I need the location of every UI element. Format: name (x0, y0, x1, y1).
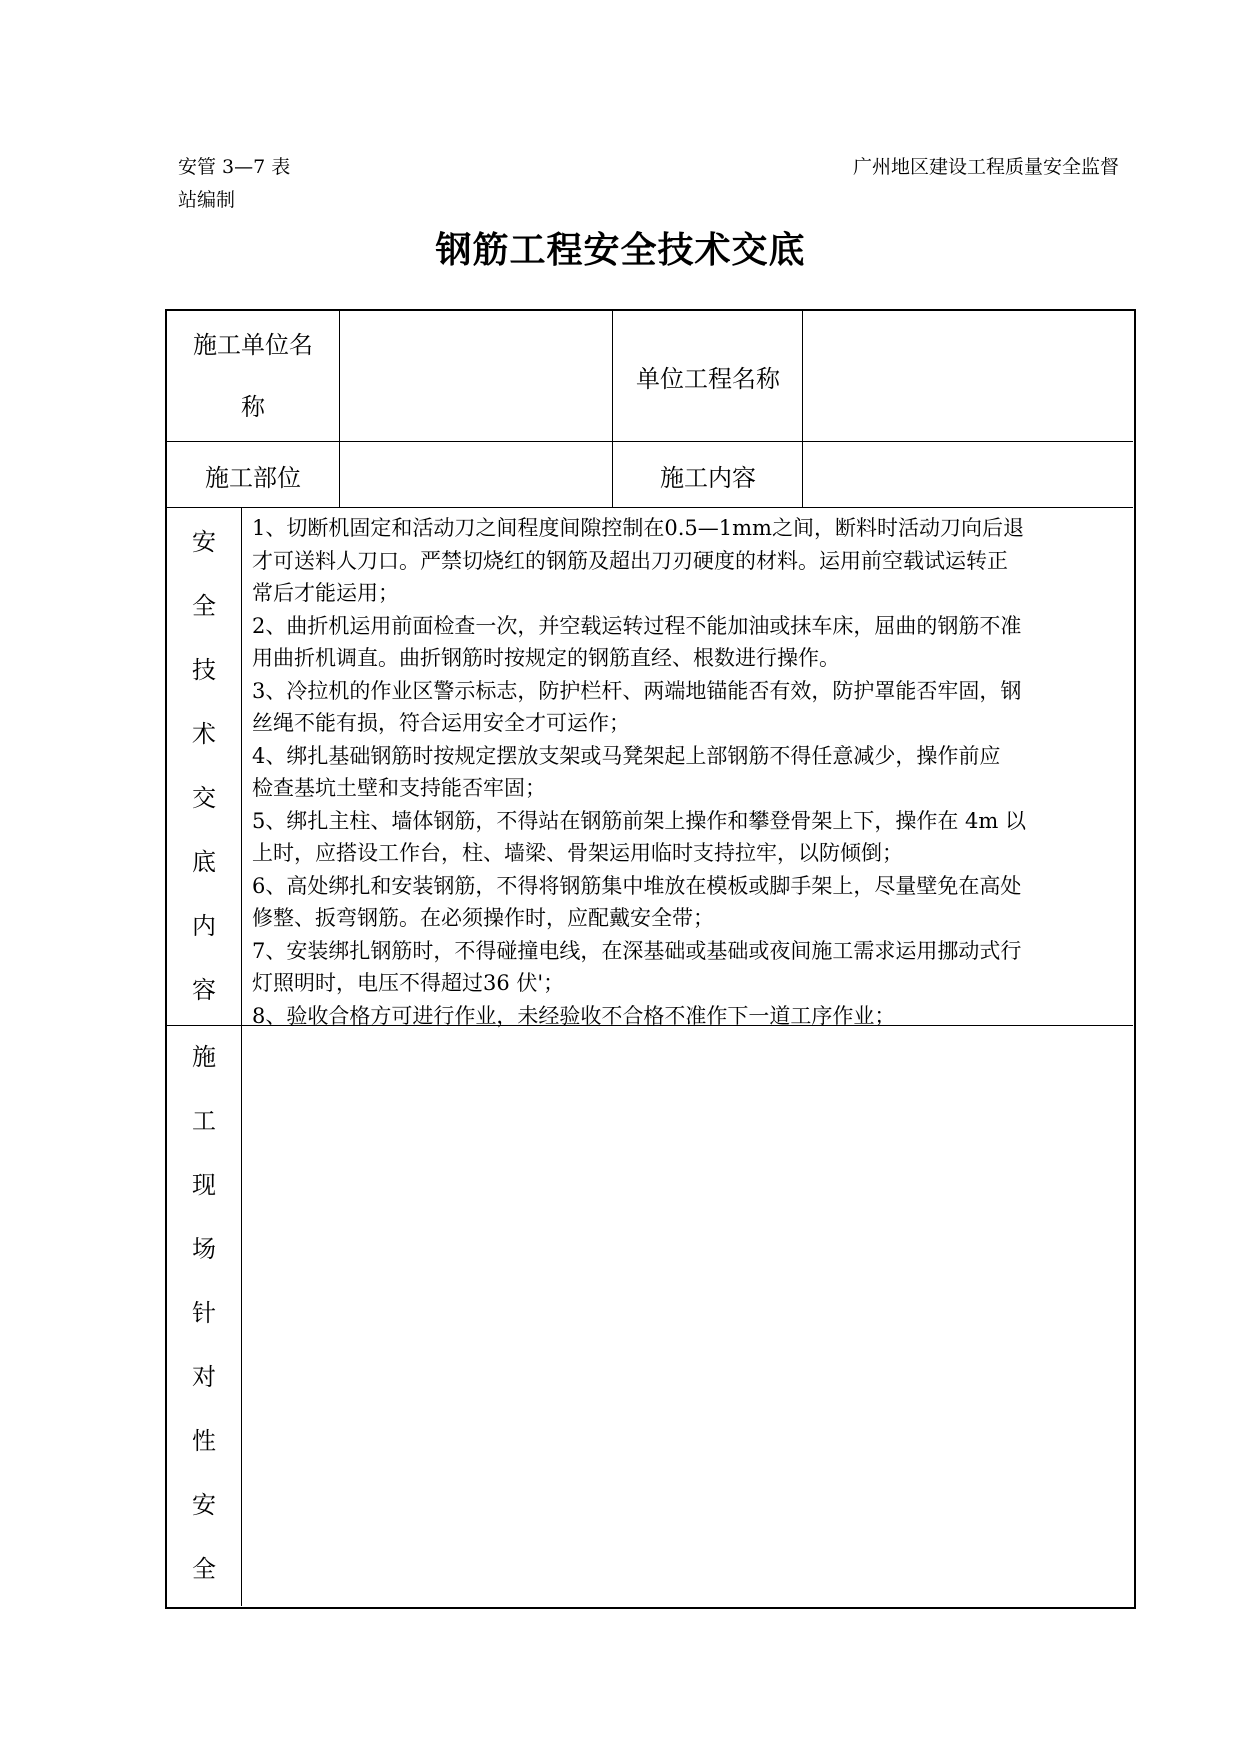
label-char: 对 (192, 1363, 216, 1391)
safety-content (252, 512, 1132, 1032)
content-line: 8、验收合格方可进行作业，未经验收不合格不准作下一道工序作业； (252, 1003, 896, 1028)
label-char: 场 (192, 1235, 216, 1263)
label-char: 技 (192, 656, 216, 684)
label-char: 内 (192, 912, 216, 940)
content-line: 修整、扳弯钢筋。在必须操作时，应配戴安全带； (252, 906, 714, 930)
site-content-field[interactable] (244, 1027, 1131, 1604)
project-name-field[interactable] (804, 311, 1131, 441)
location-label: 施工部位 (205, 463, 301, 492)
label-char: 安 (192, 528, 216, 556)
col-divider-3 (802, 310, 803, 507)
label-char: 术 (192, 720, 216, 748)
row-divider-1 (166, 441, 1133, 442)
content-line: 3、冷拉机的作业区警示标志，防护栏杆、两端地锚能否有效，防护罩能否牢固，钢 (252, 678, 1022, 703)
content-line: 检查基坑土壁和支持能否牢固； (252, 776, 546, 800)
label-char: 针 (192, 1299, 216, 1327)
content-line: 7、安装绑扎钢筋时，不得碰撞电线，在深基础或基础或夜间施工需求运用挪动式行 (252, 938, 1022, 963)
label-char: 全 (192, 592, 216, 620)
unit-name-label-line1: 施工单位名 (193, 331, 313, 359)
row-divider-2 (166, 507, 1133, 508)
col-divider-1 (339, 310, 340, 507)
label-char: 性 (192, 1427, 216, 1455)
content-line: 4、绑扎基础钢筋时按规定摆放支架或马凳架起上部钢筋不得任意减少，操作前应 (252, 743, 1001, 768)
content-line: 丝绳不能有损，符合运用安全才可运作； (252, 711, 630, 735)
site-section-label (167, 1025, 241, 1601)
unit-name-label-line2: 称 (241, 393, 265, 421)
label-col-divider (241, 507, 242, 1606)
content-line: 常后才能运用； (252, 581, 399, 605)
content-line: 上时，应搭设工作台，柱、墙梁、骨架运用临时支持拉牢，以防倾倒； (252, 841, 903, 865)
form-code: 安管 3—7 表 (178, 156, 291, 178)
col-divider-2 (612, 310, 613, 507)
label-char: 容 (192, 976, 216, 1004)
content-line: 5、绑扎主柱、墙体钢筋，不得站在钢筋前架上操作和攀登骨架上下，操作在 4m 以 (252, 808, 1026, 833)
safety-section-label (167, 510, 241, 1022)
content-line: 灯照明时，电压不得超过36 伏'； (252, 971, 565, 995)
unit-name-label (167, 311, 339, 441)
content-line: 6、高处绑扎和安装钢筋，不得将钢筋集中堆放在模板或脚手架上，尽量壁免在高处 (252, 873, 1022, 898)
label-char: 工 (192, 1107, 216, 1135)
project-name-label: 单位工程名称 (636, 364, 780, 393)
location-field[interactable] (341, 443, 612, 507)
supervisor-line-1: 广州地区建设工程质量安全监督 (852, 156, 1119, 178)
document-title: 钢筋工程安全技术交底 (435, 230, 806, 271)
content-line: 才可送料人刀口。严禁切烧红的钢筋及超出刀刃硬度的材料。运用前空载试运转正 (252, 548, 1008, 573)
label-char: 底 (192, 848, 216, 876)
content-line: 用曲折机调直。曲折钢筋时按规定的钢筋直经、根数进行操作。 (252, 646, 840, 670)
content-field[interactable] (804, 443, 1131, 507)
label-char: 现 (192, 1171, 216, 1199)
label-char: 施 (192, 1043, 216, 1071)
content-line: 1、切断机固定和活动刀之间程度间隙控制在0.5—1mm之间，断料时活动刀向后退 (252, 516, 1024, 540)
label-char: 交 (192, 784, 216, 812)
label-char: 全 (192, 1555, 216, 1583)
content-line: 2、曲折机运用前面检查一次，并空载运转过程不能加油或抹车床，屈曲的钢筋不准 (252, 613, 1022, 638)
unit-name-field[interactable] (341, 311, 612, 441)
content-label: 施工内容 (660, 463, 756, 492)
supervisor-line-2: 站编制 (178, 189, 236, 211)
label-char: 安 (192, 1491, 216, 1519)
